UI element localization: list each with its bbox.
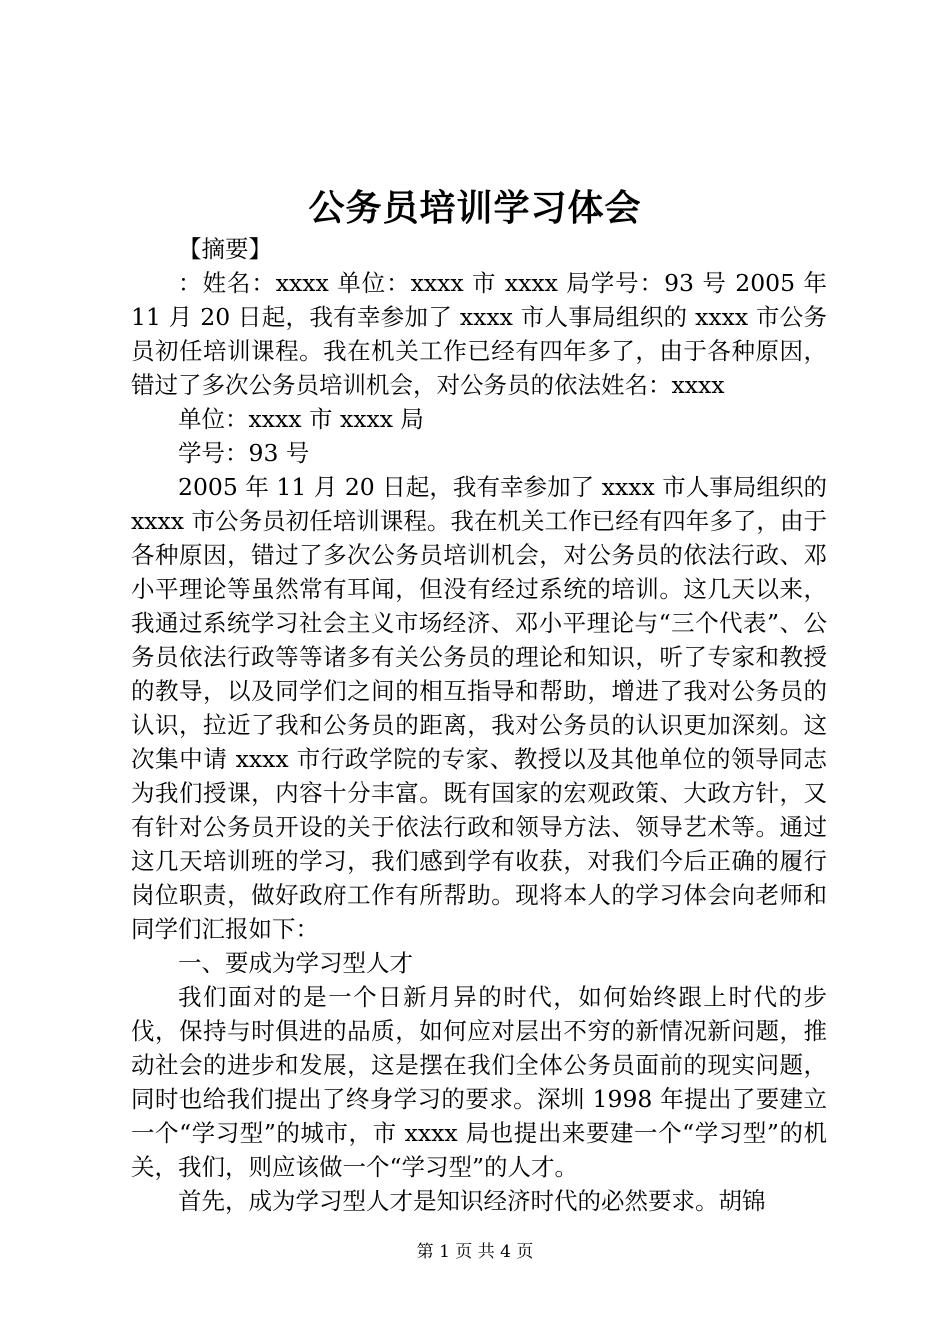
document-body <box>131 232 827 1218</box>
paragraph: 我们面对的是一个日新月异的时代，如何始终跟上时代的步伐，保持与时俱进的品质，如何应对层出不穷的新情况新问题，推动社会的进步和发展，这是摆在我们全体公务员面前的现实问题，同时也给我们提出了终身学习的要求。深圳 1998 年提出了要建立一个“学习型”的城市，市 xxxx 局也提出来要建一个“学习型”的机关，我们，则应该做一个“学习型”的人才。 <box>131 983 827 1181</box>
paragraph: 学号：93 号 <box>178 439 310 467</box>
paragraph: 首先，成为学习型人才是知识经济时代的必然要求。胡锦 <box>178 1187 766 1215</box>
paragraph: 2005 年 11 月 20 日起，我有幸参加了 xxxx 市人事局组织的 xxxx 市公务员初任培训课程。我在机关工作已经有四年多了，由于各种原因，错过了多次公务员培训机会，对公务员的依法行政、邓小平理论等虽然常有耳闻，但没有经过系统的培训。这几天以来，我通过系统学习社会主义市场经济、邓小平理论与“三个代表”、公务员依法行政等等诸多有关公务员的理论和知识，听了专家和教授的教导，以及同学们之间的相互指导和帮助，增进了我对公务员的认识，拉近了我和公务员的距离，我对公务员的认识更加深刻。这次集中请 xxxx 市行政学院的专家、教授以及其他单位的领导同志为我们授课，内容十分丰富。既有国家的宏观政策、大政方针，又有针对公务员开设的关于依法行政和领导方法、领导艺术等。通过这几天培训班的学习，我们感到学有收获，对我们今后正确的履行岗位职责，做好政府工作有所帮助。现将本人的学习体会向老师和同学们汇报如下： <box>131 473 827 943</box>
abstract-label: 【摘要】 <box>178 235 272 263</box>
document-title: 公务员培训学习体会 <box>308 187 642 229</box>
paragraph: 单位：xxxx 市 xxxx 局 <box>178 405 424 433</box>
section-heading: 一、要成为学习型人才 <box>178 949 413 977</box>
paragraph: ：姓名：xxxx 单位：xxxx 市 xxxx 局学号：93 号 2005 年 11 月 20 日起，我有幸参加了 xxxx 市人事局组织的 xxxx 市公务员初任培训课程。我在机关工作已经有四年多了，由于各种原因，错过了多次公务员培训机会，对公务员的依法姓名：xxxx <box>131 269 827 399</box>
page-footer: 第 1 页 共 4 页 <box>416 1242 534 1262</box>
